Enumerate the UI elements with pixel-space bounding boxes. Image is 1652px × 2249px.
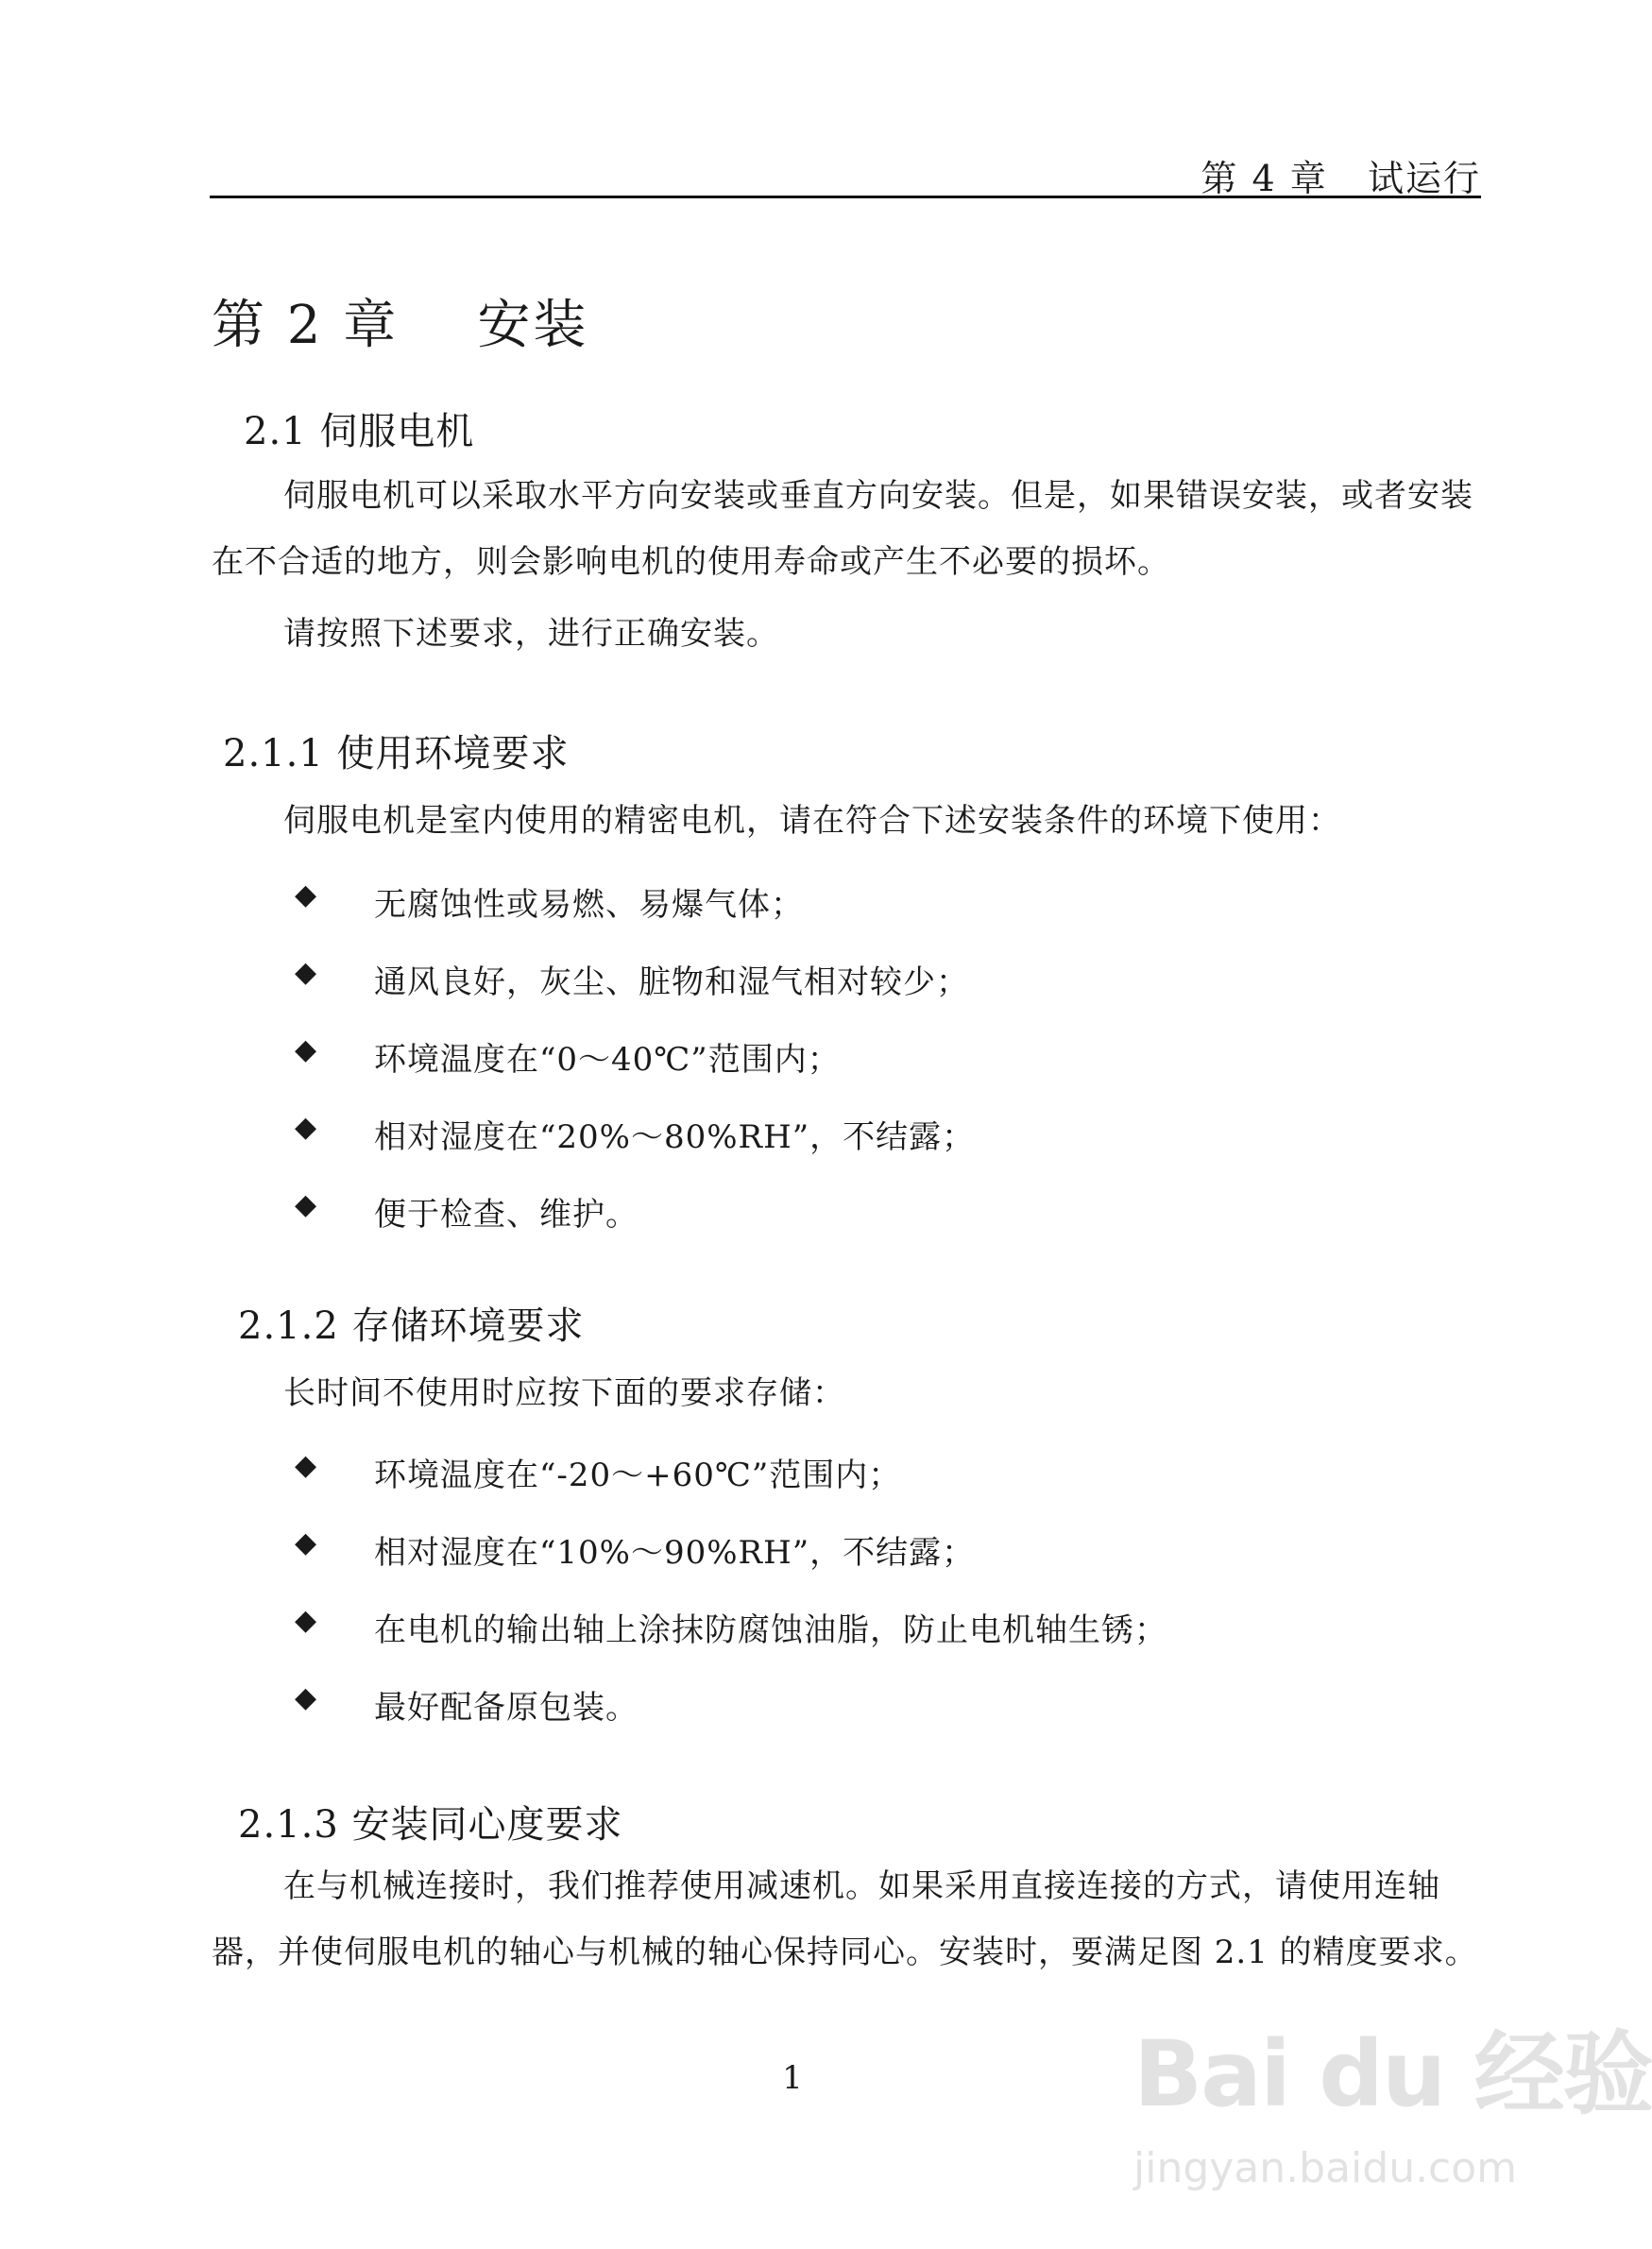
section-2-1-1-intro: 伺服电机是室内使用的精密电机，请在符合下述安装条件的环境下使用：	[283, 802, 1341, 840]
watermark-logo: Bai du 经验	[1133, 2021, 1652, 2127]
section-2-1-paragraph-1: 伺服电机可以采取水平方向安装或垂直方向安装。但是，如果错误安装，或者安装在不合适的地方，则会影响电机的使用寿命或产生不必要的损坏。	[212, 477, 1473, 581]
header-rule	[210, 196, 1481, 198]
list-item-text: 通风良好，灰尘、脏物和湿气相对较少；	[374, 963, 969, 1001]
list-item-text: 环境温度在“-20～+60℃”范围内；	[374, 1457, 902, 1494]
list-item-text: 相对湿度在“10%～90%RH”，不结露；	[374, 1534, 976, 1572]
list-item-text: 便于检查、维护。	[374, 1196, 639, 1234]
section-2-1-paragraph-2: 请按照下述要求，进行正确安装。	[283, 615, 779, 653]
diamond-bullet-icon: ◆	[295, 878, 317, 912]
list-item-text: 最好配备原包装。	[374, 1689, 639, 1727]
diamond-bullet-icon: ◆	[295, 1449, 317, 1482]
list-item-text: 在电机的输出轴上涂抹防腐蚀油脂，防止电机轴生锈；	[374, 1611, 1167, 1649]
list-item-text: 无腐蚀性或易燃、易爆气体；	[374, 886, 804, 924]
diamond-bullet-icon: ◆	[295, 1033, 317, 1066]
section-heading-2-1-3: 2.1.3 安装同心度要求	[238, 1803, 623, 1847]
diamond-bullet-icon: ◆	[295, 1526, 317, 1559]
section-heading-2-1-1: 2.1.1 使用环境要求	[223, 732, 570, 775]
running-header: 第 4 章 试运行	[1201, 158, 1481, 199]
diamond-bullet-icon: ◆	[295, 956, 317, 989]
chapter-title: 第 2 章 安装	[212, 295, 589, 356]
list-item-text: 环境温度在“0～40℃”范围内；	[374, 1041, 841, 1079]
page-number: 1	[782, 2059, 803, 2097]
baidu-jingyan-watermark	[1133, 2002, 1652, 2229]
section-heading-2-1: 2.1 伺服电机	[244, 410, 475, 453]
diamond-bullet-icon: ◆	[295, 1681, 317, 1714]
section-2-1-3-paragraph-1: 在与机械连接时，我们推荐使用减速机。如果采用直接连接的方式，请使用连轴器，并使伺服电机的轴心与机械的轴心保持同心。安装时，要满足图 2.1 的精度要求。	[212, 1867, 1478, 1971]
section-2-1-2-intro: 长时间不使用时应按下面的要求存储：	[283, 1374, 845, 1412]
diamond-bullet-icon: ◆	[295, 1188, 317, 1221]
list-item-text: 相对湿度在“20%～80%RH”，不结露；	[374, 1118, 976, 1156]
watermark-url: jingyan.baidu.com	[1133, 2144, 1518, 2192]
diamond-bullet-icon: ◆	[295, 1111, 317, 1144]
section-heading-2-1-2: 2.1.2 存储环境要求	[238, 1304, 585, 1348]
diamond-bullet-icon: ◆	[295, 1604, 317, 1637]
